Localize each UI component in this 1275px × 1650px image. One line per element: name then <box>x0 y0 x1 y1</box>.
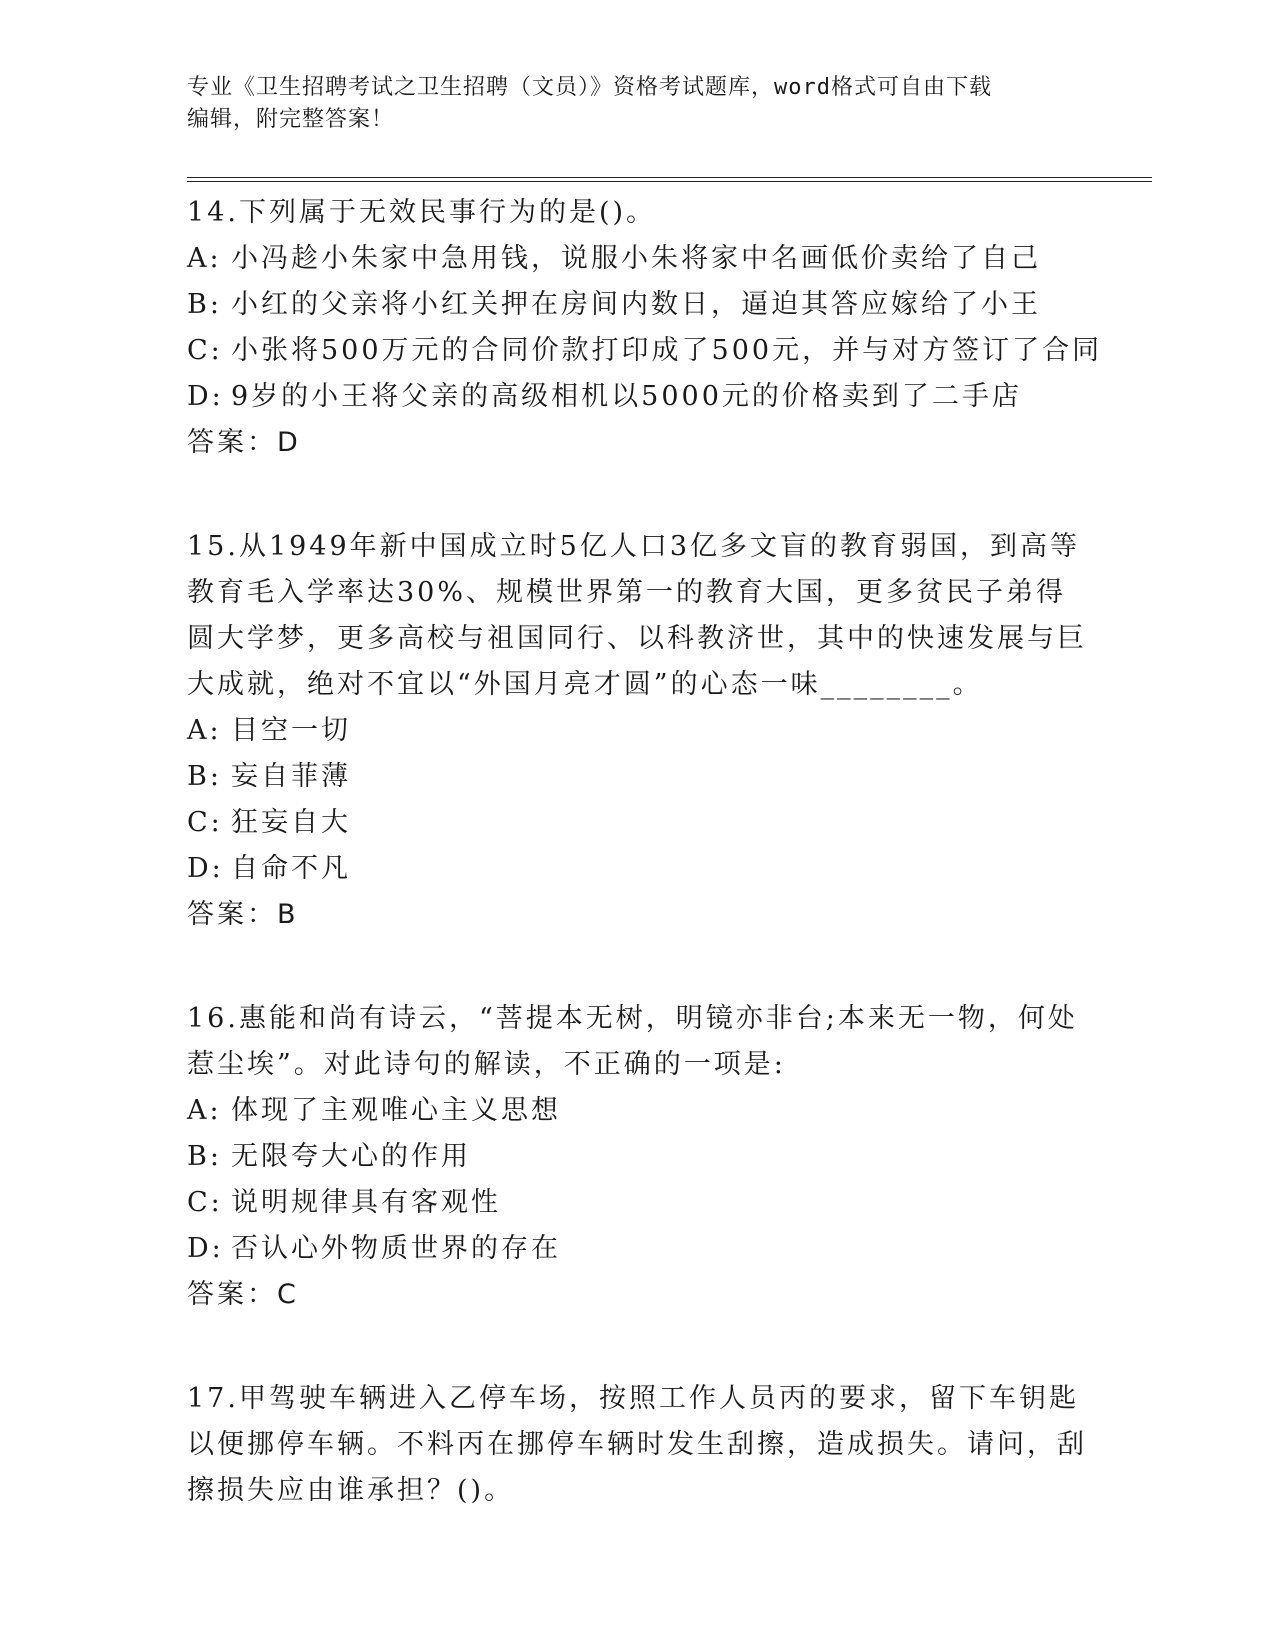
header-line-1: 专业《卫生招聘考试之卫生招聘（文员）》资格考试题库，word格式可自由下载 <box>187 75 992 100</box>
option-text: 自命不凡 <box>231 853 351 884</box>
option-text: 9岁的小王将父亲的高级相机以5000元的价格卖到了二手店 <box>231 381 1022 412</box>
question-list <box>187 190 1103 1572</box>
question-stem: 14.下列属于无效民事行为的是()。 <box>187 197 657 228</box>
document-header <box>187 72 1087 136</box>
option-letter: B: <box>187 761 222 792</box>
option-text: 目空一切 <box>231 715 351 746</box>
option-c <box>187 800 1087 846</box>
question-17 <box>187 1376 1087 1514</box>
option-letter: B: <box>187 1141 222 1172</box>
option-text: 小冯趁小朱家中急用钱，说服小朱将家中名画低价卖给了自己 <box>231 243 1041 274</box>
option-b <box>187 1134 1087 1180</box>
option-text: 小红的父亲将小红关押在房间内数日，逼迫其答应嫁给了小王 <box>231 289 1041 320</box>
option-b <box>187 282 1087 328</box>
option-letter: C: <box>187 335 223 366</box>
option-letter: D: <box>187 853 224 884</box>
option-text: 否认心外物质世界的存在 <box>231 1233 561 1264</box>
option-letter: A: <box>187 243 222 274</box>
question-stem: 15.从1949年新中国成立时5亿人口3亿多文盲的教育弱国，到高等教育毛入学率达30%、规模世界第一的教育大国，更多贫民子弟得圆大学梦，更多高校与祖国同行、以科教济世，其中的快速发展与巨大成就，绝对不宜以“外国月亮才圆”的心态一味________。 <box>187 531 1087 700</box>
option-a <box>187 708 1087 754</box>
header-divider <box>187 177 1152 182</box>
question-16 <box>187 996 1087 1318</box>
option-d <box>187 846 1087 892</box>
option-letter: C: <box>187 1187 223 1218</box>
option-d <box>187 374 1087 420</box>
option-a <box>187 236 1087 282</box>
option-d <box>187 1226 1087 1272</box>
option-text: 说明规律具有客观性 <box>231 1187 501 1218</box>
option-text: 无限夸大心的作用 <box>231 1141 471 1172</box>
option-letter: C: <box>187 807 223 838</box>
option-text: 狂妄自大 <box>231 807 351 838</box>
header-line-2: 编辑，附完整答案！ <box>187 107 395 132</box>
option-letter: A: <box>187 715 222 746</box>
question-stem: 16.惠能和尚有诗云，“菩提本无树，明镜亦非台;本来无一物，何处惹尘埃”。对此诗句的解读，不正确的一项是: <box>187 1003 1078 1080</box>
option-a <box>187 1088 1087 1134</box>
option-c <box>187 328 1103 374</box>
option-b <box>187 754 1087 800</box>
option-text: 体现了主观唯心主义思想 <box>231 1095 561 1126</box>
answer-line: 答案：B <box>187 899 299 930</box>
option-c <box>187 1180 1087 1226</box>
question-15 <box>187 524 1087 938</box>
option-letter: B: <box>187 289 222 320</box>
option-letter: D: <box>187 1233 224 1264</box>
question-stem: 17.甲驾驶车辆进入乙停车场，按照工作人员丙的要求，留下车钥匙以便挪停车辆。不料丙在挪停车辆时发生刮擦，造成损失。请问，刮擦损失应由谁承担？()。 <box>187 1383 1087 1506</box>
question-14 <box>187 190 1103 466</box>
answer-line: 答案：D <box>187 427 301 458</box>
answer-line: 答案：C <box>187 1279 299 1310</box>
option-letter: A: <box>187 1095 222 1126</box>
option-letter: D: <box>187 381 224 412</box>
option-text: 小张将500万元的合同价款打印成了500元，并与对方签订了合同 <box>231 335 1103 366</box>
option-text: 妄自菲薄 <box>231 761 351 792</box>
